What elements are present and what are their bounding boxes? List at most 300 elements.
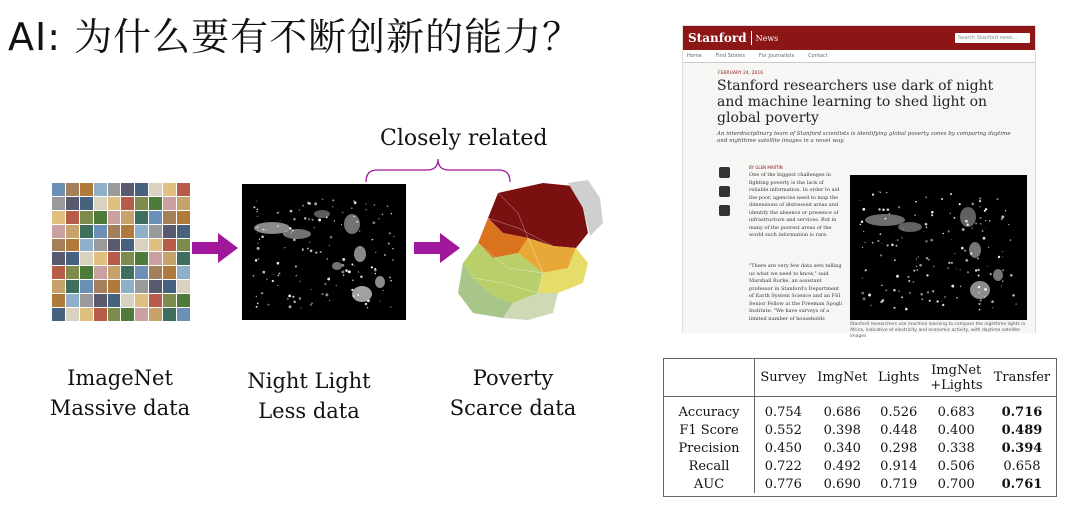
night-light-map-image <box>242 184 406 320</box>
light-speck <box>859 200 860 201</box>
imagenet-thumbnail <box>149 239 162 252</box>
imagenet-thumbnail <box>52 183 65 196</box>
light-speck <box>923 231 924 232</box>
table-cell: 0.394 <box>1001 440 1043 456</box>
light-speck <box>365 303 368 306</box>
imagenet-thumbnail <box>135 211 148 224</box>
light-speck <box>307 248 309 250</box>
light-speck <box>893 289 895 291</box>
imagenet-thumbnail <box>135 308 148 321</box>
imagenet-thumbnail <box>80 239 93 252</box>
table-cell: 0.683 <box>937 404 975 420</box>
light-speck <box>1010 274 1013 277</box>
light-speck <box>954 253 955 254</box>
imagenet-thumbnail <box>121 239 134 252</box>
light-speck <box>295 275 297 277</box>
imagenet-thumbnail <box>94 183 107 196</box>
table-cell: 0.686 <box>823 404 861 420</box>
light-speck <box>916 269 918 271</box>
light-speck <box>256 200 257 201</box>
light-speck <box>954 217 956 219</box>
stanford-logo: Stanford <box>688 31 747 45</box>
light-speck <box>277 212 279 214</box>
arrow-right-icon <box>414 233 460 263</box>
imagenet-thumbnail <box>52 266 65 279</box>
light-speck <box>860 224 862 226</box>
slide-title: AI: 为什么要有不断创新的能力？ <box>8 15 582 59</box>
light-speck <box>256 296 257 297</box>
light-speck <box>948 262 950 264</box>
imagenet-thumbnail <box>177 266 190 279</box>
table-row <box>664 397 1056 422</box>
light-speck <box>293 218 295 220</box>
light-speck <box>277 262 280 265</box>
light-speck <box>986 228 987 229</box>
results-table <box>663 358 1057 497</box>
light-speck <box>1002 256 1003 257</box>
light-speck <box>977 269 980 272</box>
imagenet-thumbnail <box>52 280 65 293</box>
light-speck <box>380 301 381 302</box>
imagenet-thumbnail <box>135 294 148 307</box>
light-speck <box>950 213 951 214</box>
light-speck <box>299 209 300 210</box>
imagenet-thumbnail <box>66 225 79 238</box>
light-speck <box>348 270 351 273</box>
light-speck <box>862 208 865 211</box>
imagenet-thumbnail <box>108 294 121 307</box>
light-speck <box>925 223 928 226</box>
light-speck <box>365 203 366 204</box>
light-speck <box>256 211 258 213</box>
light-speck <box>979 217 981 219</box>
imagenet-thumbnail <box>135 183 148 196</box>
nav-home[interactable]: Home <box>687 53 702 59</box>
light-speck <box>895 245 897 247</box>
imagenet-thumbnail <box>80 280 93 293</box>
light-speck <box>365 209 367 211</box>
light-speck <box>956 268 957 269</box>
light-speck <box>382 214 384 216</box>
light-speck <box>881 285 882 286</box>
table-row <box>664 421 1056 439</box>
light-speck <box>945 296 946 297</box>
closely-related-bracket <box>365 158 511 182</box>
caption-line: Poverty <box>472 366 554 390</box>
light-speck <box>877 240 879 242</box>
light-speck <box>926 226 928 228</box>
arrow-right-icon <box>192 233 238 263</box>
table-row <box>664 475 1056 493</box>
light-speck <box>972 203 975 206</box>
light-speck <box>868 294 871 297</box>
light-speck <box>925 240 928 243</box>
light-speck <box>861 292 864 295</box>
light-speck <box>1002 280 1004 282</box>
caption-line: Night Light <box>247 369 371 393</box>
article-date: FEBRUARY 24, 2016 <box>718 71 764 76</box>
light-speck <box>907 276 909 278</box>
light-speck <box>878 208 880 210</box>
light-speck <box>991 300 994 303</box>
light-speck <box>984 288 987 291</box>
light-speck <box>896 275 899 278</box>
light-speck <box>929 300 931 302</box>
light-speck <box>984 210 986 212</box>
light-speck <box>378 218 379 219</box>
column-header <box>925 359 988 397</box>
table-cell: 0.448 <box>880 422 918 438</box>
imagenet-thumbnail <box>149 308 162 321</box>
imagenet-thumbnail <box>108 280 121 293</box>
light-speck <box>320 251 322 253</box>
light-speck <box>253 206 255 208</box>
imagenet-thumbnail <box>94 266 107 279</box>
table-cell: 0.338 <box>937 440 975 456</box>
light-speck <box>325 293 328 296</box>
light-speck <box>353 200 355 202</box>
light-speck <box>891 244 894 247</box>
light-speck <box>393 236 394 237</box>
light-speck <box>279 211 280 212</box>
imagenet-thumbnail <box>121 252 134 265</box>
light-speck <box>882 209 885 212</box>
light-speck <box>1016 304 1017 305</box>
imagenet-thumbnail <box>149 294 162 307</box>
metric-label: F1 Score <box>664 421 755 439</box>
light-speck <box>901 237 902 238</box>
light-speck <box>278 275 279 276</box>
light-speck <box>948 230 950 232</box>
light-speck <box>966 223 968 225</box>
light-speck <box>299 297 301 299</box>
imagenet-thumbnail <box>80 183 93 196</box>
imagenet-thumbnail <box>66 252 79 265</box>
twitter-icon[interactable] <box>719 186 730 197</box>
light-speck <box>886 192 887 193</box>
light-speck <box>341 224 342 225</box>
imagenet-thumbnail <box>66 266 79 279</box>
light-speck <box>387 205 389 207</box>
metric-label: Precision <box>664 439 755 457</box>
imagenet-thumbnail <box>94 225 107 238</box>
light-speck <box>288 295 291 298</box>
light-speck <box>881 243 882 244</box>
light-speck <box>1002 251 1003 252</box>
stanford-news-article-screenshot <box>682 25 1036 339</box>
light-speck <box>898 290 899 291</box>
facebook-icon[interactable] <box>719 167 730 178</box>
light-speck <box>330 236 333 239</box>
imagenet-thumbnail <box>52 197 65 210</box>
light-speck <box>880 192 881 193</box>
light-speck <box>964 250 966 252</box>
light-speck <box>870 305 871 306</box>
light-speck <box>982 230 984 232</box>
imagenet-thumbnail <box>163 239 176 252</box>
light-speck <box>289 227 292 230</box>
light-speck <box>988 247 989 248</box>
light-speck <box>930 239 933 242</box>
imagenet-thumbnail <box>80 266 93 279</box>
table-cell: 0.552 <box>764 422 802 438</box>
table-cell: 0.450 <box>764 440 802 456</box>
light-speck <box>342 258 345 261</box>
imagenet-thumbnail <box>149 225 162 238</box>
imagenet-thumbnail <box>177 294 190 307</box>
imagenet-thumbnail <box>108 252 121 265</box>
light-speck <box>302 248 304 250</box>
light-speck <box>977 258 979 260</box>
imagenet-thumbnail <box>163 252 176 265</box>
article-subhead: An interdisciplinary team of Stanford scientists is identifying global poverty zones by comparing daytime and nighttime satellite images in a novel way. <box>717 131 1011 144</box>
light-speck <box>359 231 361 233</box>
imagenet-thumbnail <box>66 211 79 224</box>
light-speck <box>372 273 373 274</box>
light-speck <box>927 291 929 293</box>
light-speck <box>861 221 863 223</box>
light-speck <box>272 280 274 282</box>
light-speck <box>389 277 391 279</box>
light-speck <box>978 292 980 294</box>
night-light-caption <box>232 366 386 426</box>
light-speck <box>354 265 355 266</box>
light-speck <box>1012 294 1015 297</box>
light-speck <box>257 208 259 210</box>
imagenet-thumbnail <box>66 197 79 210</box>
light-speck <box>255 259 258 262</box>
imagenet-thumbnail <box>108 308 121 321</box>
light-speck <box>277 285 278 286</box>
caption-line: Scarce data <box>449 396 577 420</box>
table-row <box>664 439 1056 457</box>
light-speck <box>965 220 968 223</box>
caption-line: Less data <box>258 399 360 423</box>
light-speck <box>1008 224 1009 225</box>
light-speck <box>914 214 916 216</box>
light-speck <box>391 213 392 214</box>
imagenet-thumbnail <box>135 266 148 279</box>
imagenet-thumbnail <box>177 280 190 293</box>
light-speck <box>1001 216 1004 219</box>
light-speck <box>956 297 957 298</box>
light-speck <box>919 264 922 267</box>
imagenet-thumbnail <box>149 252 162 265</box>
light-speck <box>302 205 304 207</box>
light-speck <box>374 269 377 272</box>
light-speck <box>290 210 293 213</box>
light-speck <box>915 201 917 203</box>
imagenet-thumbnail <box>80 225 93 238</box>
light-speck <box>354 201 357 204</box>
imagenet-thumbnail <box>66 280 79 293</box>
light-speck <box>1010 239 1011 240</box>
nav-contact[interactable]: Contact <box>808 53 828 59</box>
imagenet-thumbnail <box>163 197 176 210</box>
light-speck <box>990 273 992 275</box>
light-speck <box>908 280 910 282</box>
imagenet-thumbnail <box>121 225 134 238</box>
table-cell: 0.400 <box>937 422 975 438</box>
light-speck <box>932 290 934 292</box>
light-speck <box>878 191 879 192</box>
light-speck <box>951 262 953 264</box>
light-speck <box>965 259 968 262</box>
imagenet-thumbnail <box>149 280 162 293</box>
imagenet-thumbnail-grid <box>52 183 190 321</box>
light-speck <box>292 296 294 298</box>
light-speck <box>959 203 961 205</box>
article-image-caption: Stanford researchers use machine learning to compare the nighttime lights in Africa, indicative of electricity and economic activity, with daytime satellite images <box>850 322 1026 339</box>
light-speck <box>267 304 269 306</box>
imagenet-thumbnail <box>52 308 65 321</box>
table-cell: 0.700 <box>937 476 975 492</box>
light-speck <box>971 227 973 229</box>
imagenet-thumbnail <box>121 183 134 196</box>
imagenet-thumbnail <box>149 197 162 210</box>
metric-label: AUC <box>664 475 755 493</box>
imagenet-thumbnail <box>163 266 176 279</box>
light-speck <box>880 254 882 256</box>
header-divider <box>751 31 752 45</box>
search-input[interactable]: Search Stanford news... <box>955 33 1030 43</box>
light-speck <box>913 281 915 283</box>
table-header-row <box>664 359 1056 397</box>
light-speck <box>354 216 355 217</box>
light-speck <box>898 206 900 208</box>
imagenet-thumbnail <box>94 211 107 224</box>
imagenet-thumbnail <box>66 239 79 252</box>
imagenet-thumbnail <box>163 294 176 307</box>
imagenet-thumbnail <box>94 294 107 307</box>
light-speck <box>292 230 294 232</box>
light-speck <box>308 218 310 220</box>
light-speck <box>978 303 980 305</box>
light-speck <box>980 223 981 224</box>
light-speck <box>257 303 259 305</box>
table-cell: 0.489 <box>1001 422 1043 438</box>
imagenet-thumbnail <box>177 239 190 252</box>
light-speck <box>863 231 864 232</box>
light-speck <box>951 239 952 240</box>
light-speck <box>872 242 874 244</box>
imagenet-thumbnail <box>52 252 65 265</box>
light-speck <box>903 228 904 229</box>
light-speck <box>257 216 258 217</box>
light-speck <box>343 275 344 276</box>
light-speck <box>289 305 292 308</box>
light-speck <box>392 248 394 250</box>
article-body <box>683 63 1035 339</box>
light-speck <box>366 307 368 309</box>
light-speck <box>367 300 370 303</box>
light-speck <box>948 267 949 268</box>
light-speck <box>262 271 265 274</box>
light-speck <box>307 202 310 205</box>
imagenet-thumbnail <box>108 239 121 252</box>
light-speck <box>918 256 919 257</box>
imagenet-thumbnail <box>94 197 107 210</box>
imagenet-thumbnail <box>108 225 121 238</box>
light-speck <box>944 297 945 298</box>
light-speck <box>375 273 377 275</box>
imagenet-thumbnail <box>149 266 162 279</box>
imagenet-thumbnail <box>108 197 121 210</box>
light-speck <box>392 259 394 261</box>
light-speck <box>332 206 333 207</box>
light-speck <box>983 237 986 240</box>
light-speck <box>277 225 279 227</box>
light-speck <box>941 198 943 200</box>
light-speck <box>335 285 337 287</box>
light-speck <box>926 274 928 276</box>
light-speck <box>989 220 990 221</box>
caption-line: Massive data <box>49 396 191 420</box>
light-speck <box>324 283 326 285</box>
poverty-caption <box>438 363 588 423</box>
light-speck <box>888 213 890 215</box>
table-cell: 0.761 <box>1001 476 1043 492</box>
imagenet-thumbnail <box>177 183 190 196</box>
light-speck <box>327 258 328 259</box>
light-speck <box>984 297 985 298</box>
light-speck <box>343 213 344 214</box>
imagenet-thumbnail <box>66 294 79 307</box>
light-speck <box>913 270 915 272</box>
imagenet-thumbnail <box>163 308 176 321</box>
poverty-map-image <box>458 178 608 323</box>
light-speck <box>862 278 863 279</box>
light-speck <box>342 264 345 267</box>
imagenet-thumbnail <box>94 308 107 321</box>
light-speck <box>925 196 927 198</box>
light-speck <box>893 307 895 309</box>
table-cell: 0.722 <box>764 458 802 474</box>
light-speck <box>960 286 962 288</box>
table-cell: 0.690 <box>823 476 861 492</box>
article-paragraph: One of the biggest challenges in fighting poverty is the lack of reliable information. In order to aid the poor, agencies need to map the dimensions of distressed areas and identify the absence or presence of infrastructure and services. But in many of the poorest areas of the world such information is rare. <box>749 172 840 238</box>
light-speck <box>291 233 292 234</box>
light-speck <box>916 266 917 267</box>
imagenet-thumbnail <box>52 225 65 238</box>
light-speck <box>358 271 359 272</box>
table-cell: 0.776 <box>764 476 802 492</box>
nav-find-stories[interactable]: Find Stories <box>715 53 745 59</box>
email-icon[interactable] <box>719 205 730 216</box>
light-speck <box>259 239 260 240</box>
column-header: Transfer <box>988 359 1056 397</box>
light-speck <box>920 293 923 296</box>
light-speck <box>383 290 384 291</box>
light-speck <box>926 257 928 259</box>
light-speck <box>353 295 355 297</box>
light-speck <box>257 242 259 244</box>
light-speck <box>263 229 265 231</box>
imagenet-thumbnail <box>121 294 134 307</box>
light-speck <box>293 301 295 303</box>
light-speck <box>266 230 267 231</box>
table-cell: 0.719 <box>880 476 918 492</box>
nav-for-journalists[interactable]: For Journalists <box>758 53 795 59</box>
table-cell: 0.340 <box>823 440 861 456</box>
column-header <box>664 359 755 397</box>
light-speck <box>253 275 255 277</box>
light-speck <box>931 211 934 214</box>
light-speck <box>872 193 874 195</box>
light-speck <box>921 298 923 300</box>
light-speck <box>314 202 317 205</box>
imagenet-thumbnail <box>163 183 176 196</box>
